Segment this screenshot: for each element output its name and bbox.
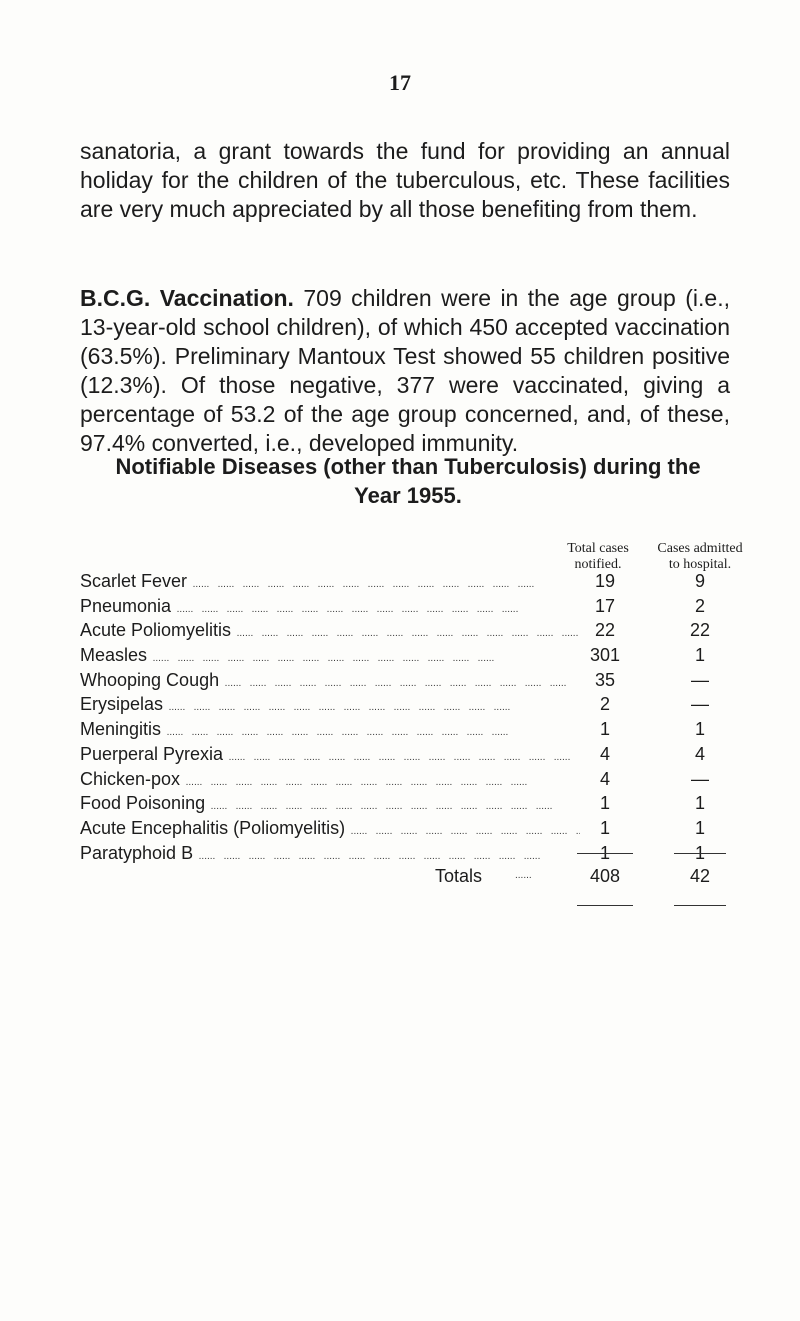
table-row — [0, 816, 800, 841]
table-row — [0, 569, 800, 594]
totals-leader-dots: ...... — [515, 870, 532, 881]
paragraph-sanatoria: sanatoria, a grant towards the fund for providing an annual holiday for the children of the tuberculous, etc. These facilities are very much appreciated by all those benefiting from them. — [80, 138, 730, 222]
total-cases-notified: 1 — [599, 817, 610, 838]
cases-admitted-to-hospital: 22 — [689, 620, 711, 641]
total-cases-notified: 17 — [594, 595, 616, 616]
table-title-line-1: Notifiable Diseases (other than Tuberculosis) during the — [115, 454, 701, 479]
cases-admitted-to-hospital: 1 — [694, 817, 705, 838]
disease-name: Acute Encephalitis (Poliomyelitis) ..... — [80, 816, 580, 844]
paragraph-bcg-vaccination — [80, 284, 730, 458]
table-row — [0, 643, 800, 668]
total-cases-notified: 19 — [594, 571, 616, 591]
disease-name: Puerperal Pyrexia ..... — [80, 742, 580, 770]
total-cases-notified: 1 — [599, 719, 610, 740]
disease-name: Meningitis ..... — [80, 717, 580, 745]
column-header-total-notified-line-2: notified. — [574, 557, 622, 572]
table-row — [0, 742, 800, 767]
cases-admitted-to-hospital: — — [691, 694, 709, 715]
totals-rule-top-notified — [577, 853, 633, 854]
table-row — [0, 717, 800, 742]
disease-name: Measles ..... — [80, 643, 580, 671]
totals-admitted: 42 — [689, 866, 711, 886]
total-cases-notified: 2 — [599, 694, 610, 715]
cases-admitted-to-hospital: 2 — [694, 595, 705, 616]
total-cases-notified: 4 — [599, 743, 610, 764]
totals-row — [0, 861, 800, 891]
totals-rule-bottom-admitted — [674, 905, 726, 906]
disease-table — [0, 569, 800, 865]
column-header-admitted-hospital-line-2: to hospital. — [668, 557, 732, 572]
disease-name: Scarlet Fever ..... — [80, 569, 580, 597]
cases-admitted-to-hospital: 1 — [694, 719, 705, 740]
page-number: 17 — [389, 70, 411, 95]
bcg-vaccination-heading: B.C.G. Vaccination. — [80, 285, 294, 311]
table-row — [0, 767, 800, 792]
cases-admitted-to-hospital: — — [691, 768, 709, 789]
totals-rule-top-admitted — [674, 853, 726, 854]
total-cases-notified: 4 — [599, 768, 610, 789]
totals-notified: 408 — [589, 866, 621, 886]
totals-rule-bottom-notified — [577, 905, 633, 906]
table-row — [0, 594, 800, 619]
column-header-admitted-hospital-line-1: Cases admitted — [657, 541, 743, 556]
table-row — [0, 618, 800, 643]
table-title-line-2: Year 1955. — [354, 483, 462, 508]
cases-admitted-to-hospital: — — [691, 669, 709, 690]
column-header-total-notified-line-1: Total cases — [567, 541, 629, 556]
total-cases-notified: 35 — [594, 669, 616, 690]
cases-admitted-to-hospital: 1 — [694, 793, 705, 814]
bcg-vaccination-text: 709 children were in the age group (i.e., 13-year-old school children), of which 450 accepted vaccination (63.5%). Preliminary Mantoux Test showed 55 children positive (12.3%). Of those negative, 377 were vaccinated, giving a percentage of 53.2 of the age group concerned, and, of these, 97.4% converted, i.e., developed immunity. — [80, 285, 730, 456]
cases-admitted-to-hospital: 4 — [694, 743, 705, 764]
disease-name: Acute Poliomyelitis ..... — [80, 618, 580, 646]
total-cases-notified: 1 — [599, 793, 610, 814]
cases-admitted-to-hospital: 1 — [694, 645, 705, 666]
totals-label: Totals — [435, 866, 483, 886]
total-cases-notified: 301 — [589, 645, 621, 666]
disease-name: Whooping Cough ..... — [80, 668, 580, 696]
disease-name: Chicken-pox ..... — [80, 767, 580, 795]
table-row — [0, 692, 800, 717]
total-cases-notified: 22 — [594, 620, 616, 641]
disease-name: Pneumonia ..... — [80, 594, 580, 622]
disease-name: Paratyphoid B ..... — [80, 841, 580, 869]
cases-admitted-to-hospital: 9 — [694, 571, 705, 591]
disease-name: Erysipelas ..... — [80, 692, 580, 720]
table-row — [0, 668, 800, 693]
table-row — [0, 791, 800, 816]
table-title — [70, 452, 746, 510]
disease-name: Food Poisoning ..... — [80, 791, 580, 819]
